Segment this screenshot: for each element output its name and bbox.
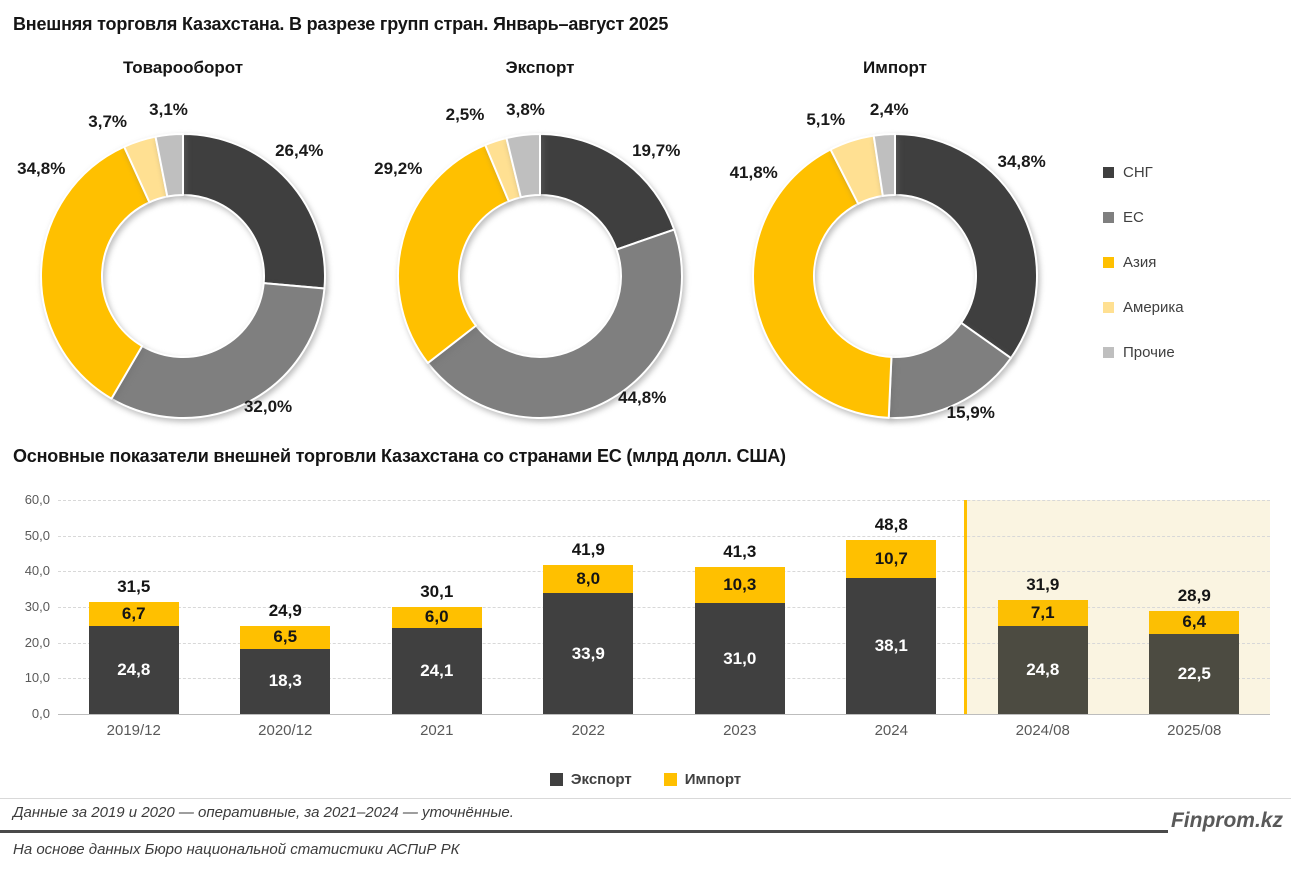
- bar-total-label: 28,9: [1177, 585, 1211, 605]
- legend-swatch-icon: [664, 773, 677, 786]
- bar-value-label-import: 10,3: [723, 575, 757, 595]
- donut-slice-label: 34,8%: [997, 151, 1046, 171]
- bar-value-label-export: 33,9: [571, 643, 605, 663]
- legend-item-Прочие: [1103, 342, 1184, 362]
- footer-divider-light: [0, 798, 1291, 799]
- bar-value-label-import: 7,1: [1030, 602, 1055, 622]
- x-axis-label: 2024: [874, 722, 908, 739]
- bar-chart-plot-area: [58, 500, 1270, 739]
- donut-slice-label: 19,7%: [632, 141, 681, 161]
- legend-swatch-icon: [550, 773, 563, 786]
- x-axis-label: 2022: [571, 722, 605, 739]
- gridline: [58, 607, 1270, 608]
- donut-slice-label: 26,4%: [275, 141, 324, 161]
- x-axis-label: 2023: [723, 722, 757, 739]
- x-axis-label: 2021: [420, 722, 454, 739]
- x-axis-label: 2019/12: [106, 722, 161, 739]
- y-axis-label: 50,0: [24, 527, 50, 543]
- bar-value-label-export: 18,3: [268, 671, 302, 691]
- footer-divider-dark: [0, 830, 1168, 833]
- bar-value-label-import: 6,4: [1182, 612, 1207, 632]
- bar-total-label: 41,3: [723, 541, 757, 561]
- y-axis-label: 30,0: [24, 599, 50, 614]
- legend-label: Прочие: [1123, 343, 1175, 361]
- footnote-data-revision: Данные за 2019 и 2020 — оперативные, за 2021–2024 — уточнённые.: [13, 804, 514, 821]
- bar-value-label-export: 24,1: [420, 661, 454, 681]
- legend-label: Экспорт: [570, 771, 632, 788]
- gridline: [58, 536, 1270, 537]
- gridline: [58, 500, 1270, 501]
- donut-chart: [33, 126, 333, 426]
- donut-slice-Азия: [41, 147, 149, 399]
- bar-value-label-import: 6,5: [273, 627, 298, 647]
- donut-chart: [390, 126, 690, 426]
- legend-item-Азия: [1103, 252, 1184, 272]
- donut-slice-label: 3,8%: [506, 100, 545, 120]
- legend-label: Импорт: [684, 771, 742, 788]
- y-axis-label: 10,0: [24, 670, 50, 686]
- donut-slice-label: 2,5%: [445, 105, 485, 125]
- donut-title: Экспорт: [505, 58, 575, 77]
- y-axis-label: 0,0: [31, 706, 50, 721]
- bar-value-label-export: 38,1: [874, 636, 908, 656]
- legend-swatch-icon: [1103, 257, 1114, 268]
- legend-item-СНГ: [1103, 162, 1184, 182]
- brand-logo: Finprom.kz: [1170, 809, 1283, 832]
- donut-slice-label: 29,2%: [374, 159, 423, 179]
- donut-title: Импорт: [863, 58, 927, 77]
- donut-slice-ЕС: [111, 283, 324, 418]
- bar-value-label-import: 6,7: [121, 603, 146, 623]
- legend-swatch-icon: [1103, 302, 1114, 313]
- legend-item-ЕС: [1103, 207, 1184, 227]
- bar-value-label-export: 31,0: [723, 648, 757, 668]
- legend-label: Америка: [1123, 298, 1184, 316]
- bar-value-label-export: 24,8: [1026, 659, 1060, 679]
- bar-value-label-export: 22,5: [1177, 663, 1211, 683]
- legend-item-Америка: [1103, 297, 1184, 317]
- bar-value-label-import: 10,7: [874, 549, 908, 569]
- donut-slice-label: 34,8%: [17, 159, 66, 179]
- page-title: Внешняя торговля Казахстана. В разрезе групп стран. Январь–август 2025: [13, 14, 669, 34]
- legend-swatch-icon: [1103, 167, 1114, 178]
- bar-total-label: 48,8: [874, 514, 908, 534]
- highlight-divider-line: [964, 500, 967, 714]
- donut-title: Товарооборот: [122, 58, 244, 77]
- legend-label: Азия: [1123, 253, 1157, 271]
- footnote-source: На основе данных Бюро национальной статистики АСПиР РК: [13, 841, 460, 858]
- bar-chart-title: Основные показатели внешней торговли Казахстана со странами ЕС (млрд долл. США): [13, 446, 786, 466]
- legend-swatch-icon: [1103, 347, 1114, 358]
- donut-legend: [1103, 162, 1184, 362]
- bar-value-label-export: 24,8: [117, 659, 151, 679]
- bar-total-label: 24,9: [268, 600, 302, 620]
- bar-total-label: 31,9: [1026, 575, 1060, 595]
- donut-slice-label: 32,0%: [243, 397, 293, 416]
- donut-slice-label: 44,8%: [618, 387, 667, 407]
- donut-slice-label: 3,1%: [149, 100, 188, 120]
- x-axis-line: [58, 714, 1270, 715]
- bar-chart-legend: [0, 771, 1291, 788]
- donut-slice-label: 3,7%: [88, 111, 128, 131]
- y-axis-label: 40,0: [24, 563, 50, 579]
- donut-slice-label: 5,1%: [806, 110, 846, 130]
- bar-total-label: 30,1: [420, 581, 454, 601]
- legend-swatch-icon: [1103, 212, 1114, 223]
- legend-label: СНГ: [1123, 163, 1153, 181]
- bar-value-label-import: 8,0: [576, 568, 601, 588]
- donut-slice-label: 15,9%: [946, 402, 995, 422]
- y-axis-label: 20,0: [24, 634, 50, 650]
- x-axis-label: 2025/08: [1167, 722, 1222, 739]
- bar-total-label: 31,5: [117, 576, 151, 596]
- legend-label: ЕС: [1123, 208, 1144, 226]
- gridline: [58, 571, 1270, 572]
- x-axis-label: 2024/08: [1015, 722, 1070, 739]
- bar-legend-item-Импорт: [664, 771, 741, 788]
- bar-legend-item-Экспорт: [550, 771, 632, 788]
- donut-slice-label: 41,8%: [729, 163, 778, 183]
- y-axis-label: 60,0: [24, 492, 50, 507]
- donut-slice-label: 2,4%: [869, 99, 909, 119]
- x-axis-label: 2020/12: [258, 722, 313, 739]
- bar-value-label-import: 6,0: [424, 607, 449, 627]
- bar-total-label: 41,9: [571, 539, 605, 559]
